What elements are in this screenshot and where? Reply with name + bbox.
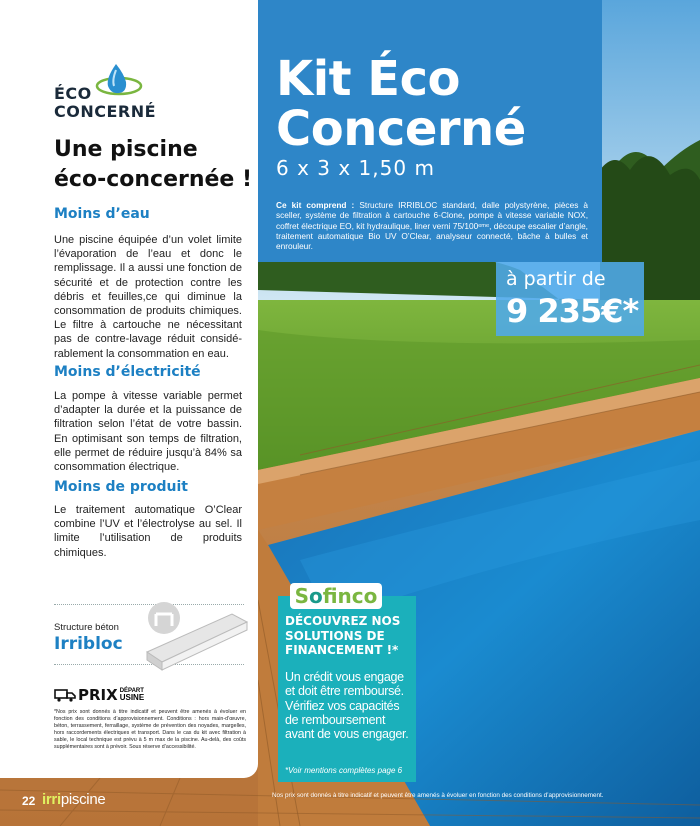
sofinco-heading: DÉCOUVREZ NOS SOLUTIONS DE FINANCEMENT !* — [285, 614, 401, 657]
eco-concerne-logo — [54, 60, 157, 124]
prix-depart: DÉPART — [119, 688, 144, 694]
water-drop-icon — [94, 60, 144, 100]
prix-label: PRIX — [78, 686, 118, 704]
section-text-electricity: La pompe à vitesse variable permet d’adapter la durée et la puissance de filtration selon l’état de votre bassin. En optimisant son temps de filtration, elle permet de réduire jusqu’à 84% sa consommation électrique. — [54, 390, 242, 474]
prix-usine: USINE — [119, 693, 145, 702]
section-heading-electricity: Moins d’électricité — [54, 364, 201, 380]
footer-note: Nos prix sont donnés à titre indicatif et peuvent être amenés à évoluer en fonction des conditions d’approvisionnement. — [272, 792, 604, 799]
logo-line1: ÉCO — [54, 84, 92, 103]
section-text-water: Une piscine équipée d’un volet limite l’évaporation de l’eau et donc le remplissage. Il a aussi une fonction de sécurité et de protection contre les débris et feuilles,ce qui diminue la consommation de produits chimiques. Le filtre à cartouche ne nécessitant pas de contre-lavage réduit considérablement la consommation en eau. — [54, 234, 242, 360]
title-line1: Une piscine — [54, 137, 198, 162]
title-line2: éco-concernée ! — [54, 167, 253, 192]
sofinco-body: Un crédit vous engage et doit être remboursé. Vérifiez vos capacités de remboursement avant de vous engager. — [285, 670, 409, 742]
truck-icon — [54, 688, 76, 702]
price-from: à partir de — [506, 268, 606, 290]
logo-line2: CONCERNÉ — [54, 102, 157, 121]
kit-title — [276, 51, 596, 157]
price-amount: 9 235€* — [506, 292, 639, 330]
prix-depart-usine-badge — [54, 686, 144, 704]
sofinco-note: *Voir mentions complètes page 6 — [285, 766, 403, 775]
kit-title-line1: Kit Éco — [276, 51, 461, 107]
structure-label: Structure béton — [54, 622, 119, 633]
sofinco-logo-b: finco — [322, 584, 378, 608]
irribloc-block-image — [142, 592, 252, 672]
price-box — [496, 262, 644, 336]
brand-part-b: piscine — [60, 791, 106, 808]
page-title — [54, 135, 254, 195]
kit-title-line2: Concerné — [276, 101, 526, 157]
kit-dimensions: 6 x 3 x 1,50 m — [276, 156, 435, 180]
prix-depart-usine — [120, 688, 144, 702]
brand-logo — [42, 791, 105, 808]
sofinco-logo — [290, 583, 382, 609]
kit-header — [258, 0, 602, 262]
section-heading-water: Moins d’eau — [54, 206, 150, 222]
sofinco-logo-o: o — [308, 584, 323, 608]
page-number: 22 — [22, 794, 36, 808]
structure-name: Irribloc — [54, 634, 123, 654]
sofinco-financing-box — [278, 584, 416, 782]
price-conditions-note: *Nos prix sont donnés à titre indicatif et peuvent être amenés à évoluer en fonction des conditions d’approvisionnement. Conditions : hors main-d’œuvre, béton, terrassement, ferraillage, système de prévention des noyades, margelles, hors raccordements électriques et transport. Dans le cas du kit avec filtration à sable, le local technique est prévu à 5 m max de la piscine. Au-delà, des coûts supplémentaires sont à prévoir. Sous réserve d’accessibilité. — [54, 709, 246, 751]
section-heading-product: Moins de produit — [54, 479, 188, 495]
brand-part-a: irri — [42, 791, 61, 808]
kit-description-label: Ce kit comprend : — [276, 200, 355, 210]
sofinco-logo-a: S — [294, 584, 309, 608]
kit-description — [276, 200, 588, 251]
kit-description-text: Structure IRRIBLOC standard, dalle polystyrène, pièces à sceller, système de filtration à cartouche 6-Clone, pompe à vitesse variable NOX, coffret électrique EO, kit hydraulique, liner verni 75/100ᵉᵐᵉ, découpe escalier d’angle, traitement automatique Bio UV O’Clear, analyseur connecté, bâche à bulles et enrouleur. — [276, 200, 589, 252]
section-text-product: Le traitement automatique O’Clear combine l’UV et l’électrolyse au sel. Il limite l’utilisation de produits chimiques. — [54, 504, 242, 559]
